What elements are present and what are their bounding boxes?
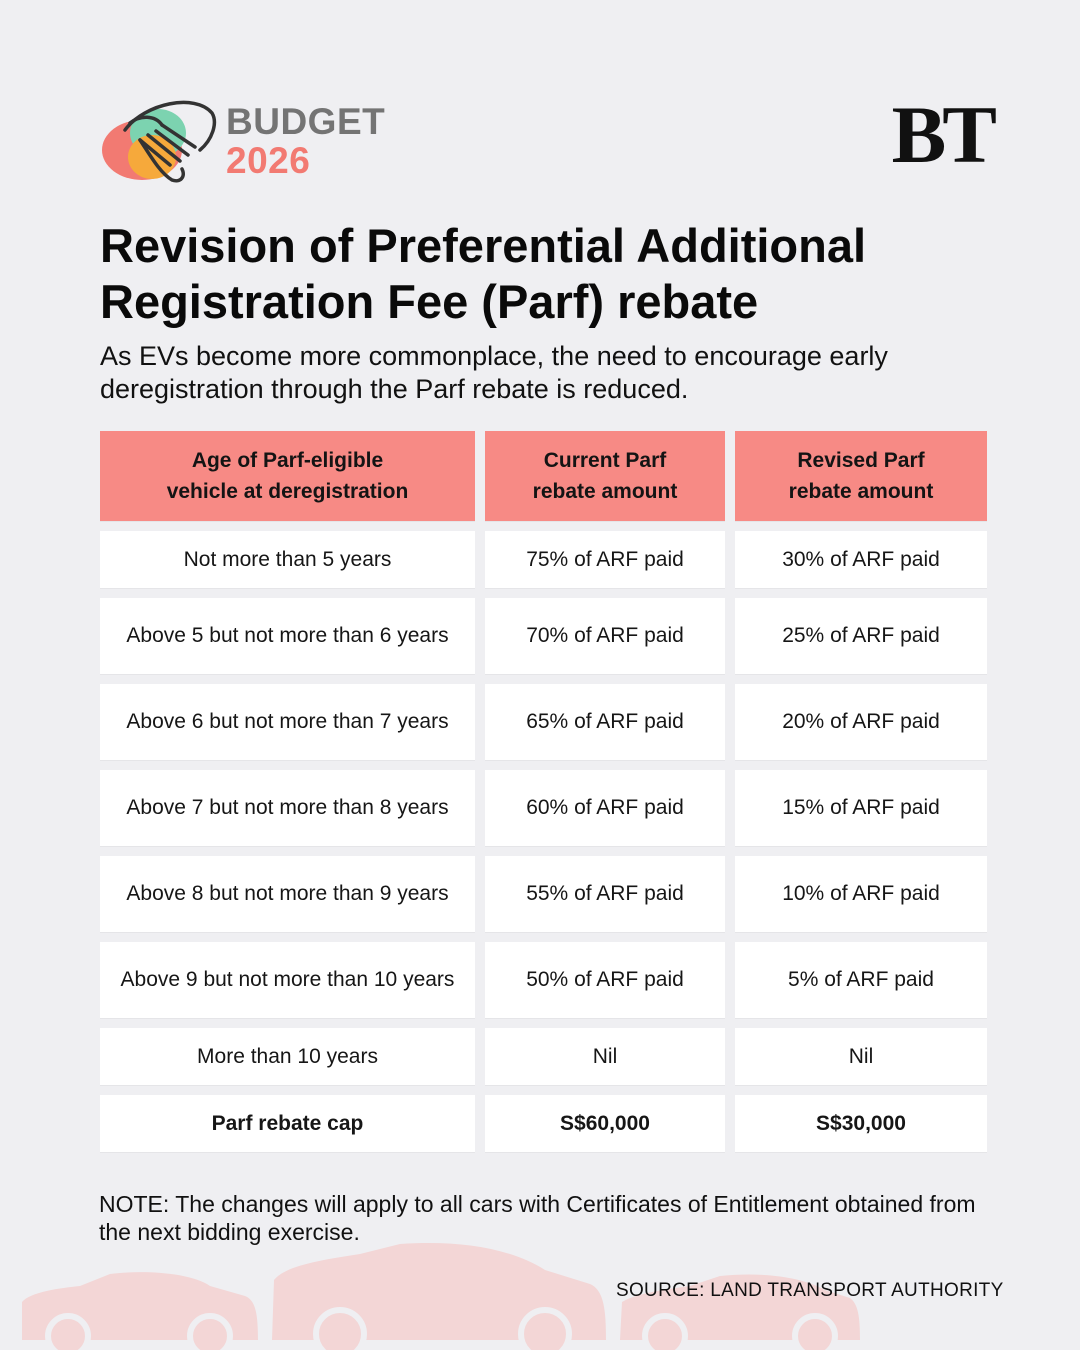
cap-current-cell: S$60,000 xyxy=(485,1095,725,1152)
handshake-icon xyxy=(100,95,220,190)
table-row xyxy=(100,770,989,846)
budget-2026-logo xyxy=(100,95,390,190)
current-cell: 55% of ARF paid xyxy=(485,856,725,932)
current-cell: 75% of ARF paid xyxy=(485,531,725,588)
bt-logo: BT xyxy=(891,89,993,180)
current-cell: 70% of ARF paid xyxy=(485,598,725,674)
footnote: NOTE: The changes will apply to all cars with Certificates of Entitlement obtained from the next bidding exercise. xyxy=(99,1191,976,1245)
budget-year: 2026 xyxy=(226,140,311,181)
revised-cell: 25% of ARF paid xyxy=(735,598,987,674)
revised-cell: 20% of ARF paid xyxy=(735,684,987,760)
age-cell: Above 7 but not more than 8 years xyxy=(100,770,475,846)
revised-cell: 10% of ARF paid xyxy=(735,856,987,932)
header-current-rebate: Current Parf rebate amount xyxy=(485,431,725,521)
table-header-row xyxy=(100,431,989,521)
header-age: Age of Parf-eligible vehicle at deregistration xyxy=(100,431,475,521)
current-cell: Nil xyxy=(485,1028,725,1085)
cap-label-cell: Parf rebate cap xyxy=(100,1095,475,1152)
age-cell: Not more than 5 years xyxy=(100,531,475,588)
source-credit: SOURCE: LAND TRANSPORT AUTHORITY xyxy=(616,1280,1004,1301)
age-cell: More than 10 years xyxy=(100,1028,475,1085)
page-title: Revision of Preferential Additional Registration Fee (Parf) rebate xyxy=(100,219,867,328)
cap-revised-cell: S$30,000 xyxy=(735,1095,987,1152)
age-cell: Above 5 but not more than 6 years xyxy=(100,598,475,674)
revised-cell: 15% of ARF paid xyxy=(735,770,987,846)
table-row-cap xyxy=(100,1095,989,1152)
table-row xyxy=(100,598,989,674)
age-cell: Above 6 but not more than 7 years xyxy=(100,684,475,760)
table-row xyxy=(100,1028,989,1085)
parf-rebate-table xyxy=(100,431,989,1162)
revised-cell: 30% of ARF paid xyxy=(735,531,987,588)
table-row xyxy=(100,856,989,932)
age-cell: Above 8 but not more than 9 years xyxy=(100,856,475,932)
current-cell: 65% of ARF paid xyxy=(485,684,725,760)
subtitle: As EVs become more commonplace, the need to encourage early deregistration through the Parf rebate is reduced. xyxy=(100,341,888,404)
car-icon xyxy=(22,1272,258,1350)
current-cell: 50% of ARF paid xyxy=(485,942,725,1018)
age-cell: Above 9 but not more than 10 years xyxy=(100,942,475,1018)
table-row xyxy=(100,942,989,1018)
car-icon xyxy=(272,1243,606,1350)
revised-cell: 5% of ARF paid xyxy=(735,942,987,1018)
revised-cell: Nil xyxy=(735,1028,987,1085)
budget-word: BUDGET xyxy=(226,101,386,142)
current-cell: 60% of ARF paid xyxy=(485,770,725,846)
header-revised-rebate: Revised Parf rebate amount xyxy=(735,431,987,521)
table-row xyxy=(100,531,989,588)
table-row xyxy=(100,684,989,760)
